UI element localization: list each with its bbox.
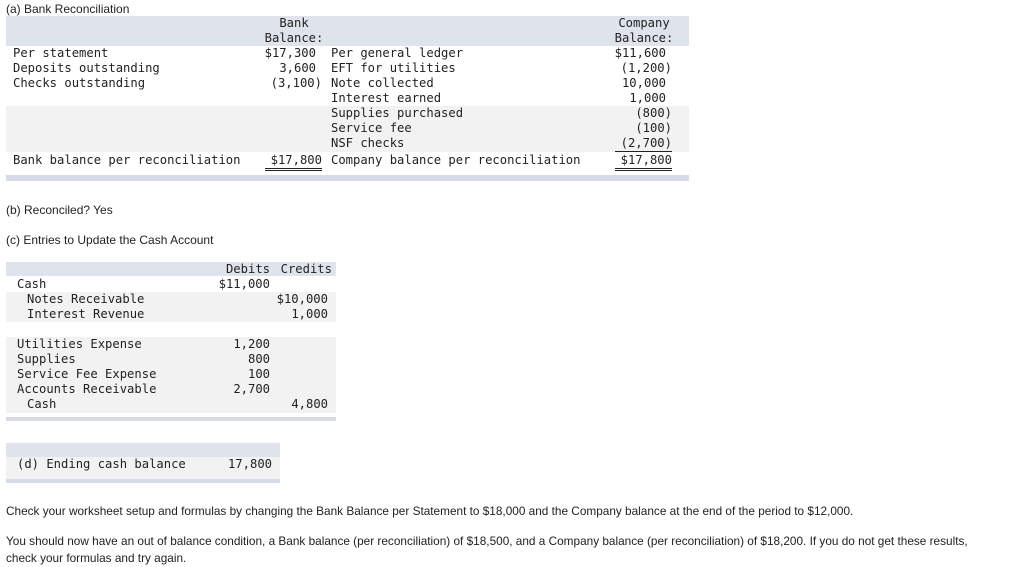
- company-item-label: Interest earned: [331, 91, 442, 105]
- entry-account: Service Fee Expense: [17, 367, 157, 381]
- credits-header: Credits: [280, 262, 332, 276]
- entry-debit: 100: [247, 367, 270, 381]
- table-bottom-bar: [6, 417, 336, 421]
- entry-account: Cash: [17, 277, 47, 291]
- company-item-value: (2,700): [615, 136, 672, 152]
- entry-credit: 1,000: [291, 307, 328, 321]
- company-item-value: $11,600: [614, 46, 666, 60]
- bank-item-label: Deposits outstanding: [13, 61, 160, 75]
- company-item-value: (100): [635, 121, 672, 135]
- company-item-value: 1,000: [629, 91, 666, 105]
- ending-cash-table: [6, 443, 280, 485]
- company-balance-header-line1: Company: [618, 16, 670, 30]
- entry-debit: 1,200: [233, 337, 270, 351]
- entry-account: Supplies: [17, 352, 76, 366]
- company-balance-header-line2: Balance:: [614, 31, 674, 45]
- entry-debit: $11,000: [218, 277, 270, 291]
- bank-total-label: Bank balance per reconciliation: [13, 153, 241, 167]
- journal-entries-table: [6, 262, 336, 422]
- ending-cash-label: (d) Ending cash balance: [17, 457, 186, 471]
- entries-heading: (c) Entries to Update the Cash Account: [6, 233, 214, 247]
- company-item-label: EFT for utilities: [331, 61, 456, 75]
- entry-account: Utilities Expense: [17, 337, 142, 351]
- table-bottom-bar: [6, 479, 280, 483]
- bank-balance-header-line2: Balance:: [264, 31, 324, 45]
- company-item-value: (800): [635, 106, 672, 120]
- table-bottom-bar: [6, 175, 689, 181]
- company-item-label: Per general ledger: [331, 46, 464, 60]
- entry-debit: 800: [247, 352, 270, 366]
- debits-header: Debits: [225, 262, 270, 276]
- bank-item-value: (3,100): [270, 76, 322, 90]
- company-item-value: (1,200): [620, 61, 672, 75]
- entry-account: Accounts Receivable: [17, 382, 157, 396]
- reconciled-status: (b) Reconciled? Yes: [6, 203, 113, 217]
- bank-total-value: $17,800: [265, 153, 322, 171]
- company-item-label: Supplies purchased: [331, 106, 464, 120]
- company-item-value: 10,000: [621, 76, 666, 90]
- bank-item-value: $17,300: [264, 46, 316, 60]
- entry-credit: 4,800: [291, 397, 328, 411]
- instruction-paragraph: You should now have an out of balance condition, a Bank balance (per reconciliation) of $18,500, and a Company balance (per reconciliation) of $18,200. If you do not get these results, check your formulas and try again.: [6, 534, 968, 565]
- company-item-label: Note collected: [331, 76, 434, 90]
- company-item-label: NSF checks: [331, 136, 405, 150]
- entry-account: Interest Revenue: [27, 307, 145, 321]
- bank-item-label: Per statement: [13, 46, 109, 60]
- company-total-value: $17,800: [615, 153, 672, 171]
- entry-credit: $10,000: [276, 292, 328, 306]
- entry-debit: 2,700: [233, 382, 270, 396]
- entry-account: Cash: [27, 397, 57, 411]
- bank-reconciliation-heading: (a) Bank Reconciliation: [6, 2, 130, 16]
- bank-balance-header-line1: Bank: [279, 16, 309, 30]
- company-item-label: Service fee: [331, 121, 412, 135]
- ending-cash-value: 17,800: [227, 457, 272, 471]
- bank-item-label: Checks outstanding: [13, 76, 146, 90]
- company-total-label: Company balance per reconciliation: [331, 153, 581, 167]
- bank-item-value: 3,600: [279, 61, 316, 75]
- bank-reconciliation-table: [6, 16, 689, 182]
- entry-account: Notes Receivable: [27, 292, 145, 306]
- instruction-paragraph: Check your worksheet setup and formulas by changing the Bank Balance per Statement to $18,000 and the Company balance at the end of the period to $12,000.: [6, 504, 854, 518]
